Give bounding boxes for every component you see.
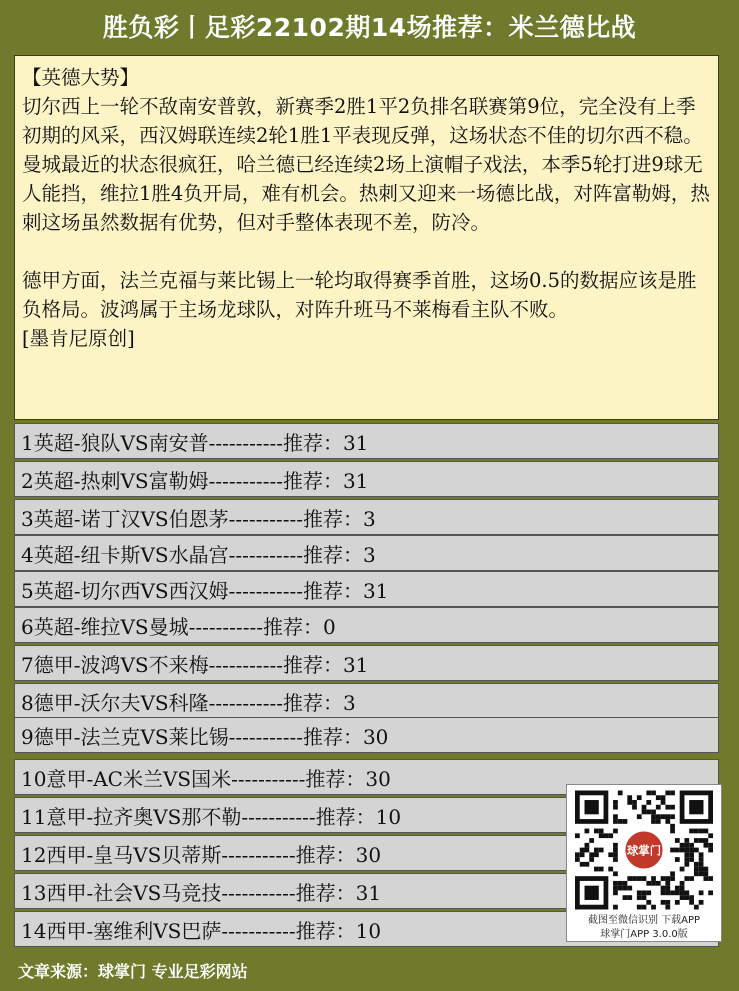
match-row-12: 12西甲-皇马VS贝蒂斯-----------推荐：30 [14, 835, 719, 871]
match-row-6: 6英超-维拉VS曼城-----------推荐：0 [14, 607, 719, 643]
qr-code-image [575, 790, 713, 910]
match-row-9: 9德甲-法兰克VS莱比锡-----------推荐：30 [14, 717, 719, 753]
analysis-signature: [墨肯尼原创] [22, 327, 135, 350]
match-row-3: 3英超-诺丁汉VS伯恩茅-----------推荐：3 [14, 499, 719, 535]
qr-caption-2: 球掌门APP 3.0.0版 [600, 929, 688, 940]
match-row-8: 8德甲-沃尔夫VS科隆-----------推荐：3 [14, 683, 719, 719]
match-row-2: 2英超-热刺VS富勒姆-----------推荐：31 [14, 461, 719, 497]
match-row-10: 10意甲-AC米兰VS国米-----------推荐：30 [14, 759, 719, 795]
match-row-13: 13西甲-社会VS马竞技-----------推荐：31 [14, 873, 719, 909]
match-row-14: 14西甲-塞维利VS巴萨-----------推荐：10 [14, 911, 719, 947]
qr-code-card [566, 784, 722, 942]
match-row-7: 7德甲-波鸿VS不来梅-----------推荐：31 [14, 645, 719, 681]
analysis-paragraph-2: 德甲方面，法兰克福与莱比锡上一轮均取得赛季首胜，这场0.5的数据应该是胜负格局。波鸿属于主场龙球队，对阵升班马不莱梅看主队不败。 [22, 269, 697, 321]
footer-source: 文章来源：球掌门 专业足彩网站 [18, 961, 248, 981]
page-title: 胜负彩丨足彩22102期14场推荐：米兰德比战 [102, 13, 637, 42]
match-row-5: 5英超-切尔西VS西汉姆-----------推荐：31 [14, 571, 719, 607]
analysis-heading: 【英德大势】 [22, 66, 140, 89]
qr-logo-text: 球掌门 [626, 843, 662, 858]
match-row-11: 11意甲-拉齐奥VS那不勒-----------推荐：10 [14, 797, 719, 833]
qr-caption-1: 截图至微信识别 下载APP [587, 915, 701, 926]
analysis-panel [14, 55, 719, 420]
match-row-4: 4英超-纽卡斯VS水晶宫-----------推荐：3 [14, 535, 719, 571]
analysis-paragraph-1: 切尔西上一轮不敌南安普敦，新赛季2胜1平2负排名联赛第9位，完全没有上季初期的风采，西汉姆联连续2轮1胜1平表现反弹，这场状态不佳的切尔西不稳。曼城最近的状态很疯狂，哈兰德已经连续2场上演帽子戏法，本季5轮打进9球无人能挡，维拉1胜4负开局，难有机会。热刺又迎来一场德比战，对阵富勒姆，热刺这场虽然数据有优势，但对手整体表现不差，防冷。 [22, 95, 710, 234]
match-row-1: 1英超-狼队VS南安普-----------推荐：31 [14, 423, 719, 459]
